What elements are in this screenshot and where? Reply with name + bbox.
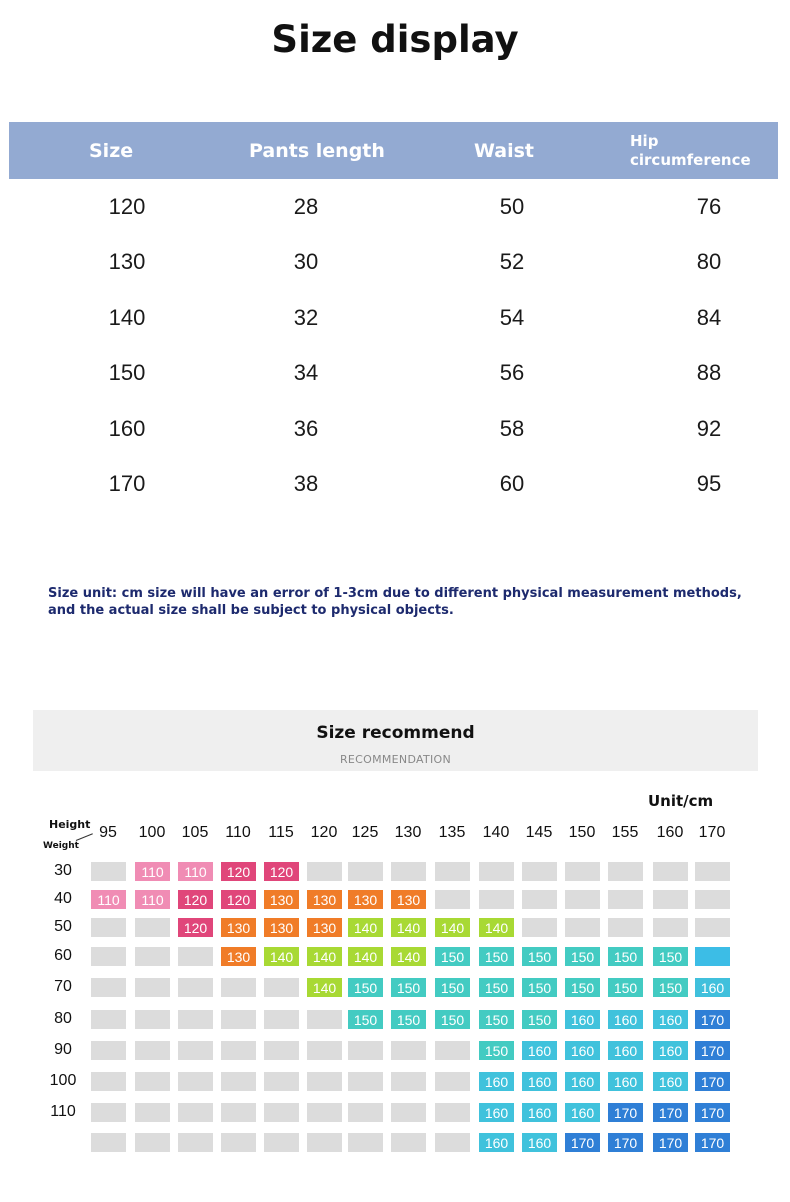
weight-header: 100 [49, 1072, 77, 1089]
size-cell-110: 110 [178, 862, 213, 881]
size-cell-empty [135, 1072, 170, 1091]
header-pants-length: Pants length [249, 139, 385, 162]
height-header: 115 [268, 824, 294, 841]
size-cell-empty [653, 862, 688, 881]
table-cell: 160 [108, 415, 146, 441]
size-cell-empty [695, 862, 730, 881]
size-cell-150: 150 [435, 947, 470, 966]
size-cell-empty [135, 918, 170, 937]
size-cell-130: 130 [348, 890, 383, 909]
size-cell-empty [522, 862, 557, 881]
height-header: 140 [482, 824, 510, 841]
size-cell-160: 160 [608, 1010, 643, 1029]
size-cell-empty [391, 1072, 426, 1091]
size-cell-empty [264, 1072, 299, 1091]
size-cell-empty [307, 862, 342, 881]
size-cell-150: 150 [522, 947, 557, 966]
size-cell-empty [695, 890, 730, 909]
size-cell-120: 120 [178, 890, 213, 909]
weight-header: 80 [54, 1010, 72, 1027]
size-cell-empty [391, 1103, 426, 1122]
height-axis-label: Height [49, 818, 91, 831]
height-header: 170 [698, 824, 726, 841]
size-cell-110: 110 [135, 862, 170, 881]
table-cell: 92 [696, 415, 722, 441]
size-cell-empty [522, 918, 557, 937]
size-cell-170: 170 [608, 1103, 643, 1122]
size-cell-130: 130 [307, 918, 342, 937]
size-cell-110: 110 [91, 890, 126, 909]
table-cell: 56 [499, 360, 525, 386]
size-cell-empty [91, 862, 126, 881]
size-cell-empty [307, 1133, 342, 1152]
size-cell-empty [435, 862, 470, 881]
size-cell-160: 160 [522, 1072, 557, 1091]
size-cell-140: 140 [307, 947, 342, 966]
size-cell-empty [653, 918, 688, 937]
unit-label: Unit/cm [648, 792, 714, 810]
size-cell-160: 160 [653, 1072, 688, 1091]
weight-header: 70 [54, 978, 72, 995]
height-header: 130 [394, 824, 422, 841]
size-cell-empty [221, 1133, 256, 1152]
size-cell-empty [391, 1041, 426, 1060]
size-cell-140: 140 [479, 918, 514, 937]
size-cell-160: 160 [695, 978, 730, 997]
height-header: 155 [611, 824, 639, 841]
size-cell-150: 150 [522, 978, 557, 997]
size-cell-empty [348, 1072, 383, 1091]
size-cell-empty [135, 1010, 170, 1029]
weight-header: 90 [54, 1041, 72, 1058]
size-cell-120: 120 [178, 918, 213, 937]
size-cell-empty [565, 862, 600, 881]
size-cell-150: 150 [653, 947, 688, 966]
size-cell-empty [221, 1041, 256, 1060]
recommend-subtitle: RECOMMENDATION [339, 753, 452, 766]
size-cell-150: 150 [565, 947, 600, 966]
size-cell-empty [91, 1010, 126, 1029]
size-cell-empty [91, 918, 126, 937]
height-header: 125 [351, 824, 379, 841]
size-cell-empty [178, 1133, 213, 1152]
size-cell-120: 120 [221, 890, 256, 909]
size-cell-170: 170 [565, 1133, 600, 1152]
size-cell-160: 160 [479, 1103, 514, 1122]
size-cell-empty [221, 1010, 256, 1029]
size-cell-130: 130 [264, 918, 299, 937]
size-cell-empty [178, 1010, 213, 1029]
size-cell-170: 170 [695, 1041, 730, 1060]
recommend-title: Size recommend [316, 723, 475, 743]
size-cell-empty [264, 978, 299, 997]
table-cell: 140 [108, 304, 146, 330]
size-cell-empty [695, 918, 730, 937]
table-cell: 58 [499, 415, 525, 441]
size-cell-empty [307, 1010, 342, 1029]
size-cell-160: 160 [522, 1041, 557, 1060]
size-cell-empty [264, 1133, 299, 1152]
weight-axis-label: Weight [43, 841, 79, 851]
size-cell-160: 160 [565, 1072, 600, 1091]
size-cell-empty [435, 1103, 470, 1122]
header-hip-circumference: Hip circumference [630, 131, 751, 169]
size-cell-150: 150 [608, 978, 643, 997]
size-cell-170: 170 [695, 1010, 730, 1029]
size-cell-empty [307, 1072, 342, 1091]
size-cell-empty [91, 1041, 126, 1060]
size-cell-empty [435, 1072, 470, 1091]
table-cell: 36 [293, 415, 319, 441]
size-cell-130: 130 [221, 947, 256, 966]
table-cell: 130 [108, 249, 146, 275]
size-cell-empty [391, 1133, 426, 1152]
size-cell-160: 160 [522, 1133, 557, 1152]
weight-header: 110 [50, 1103, 76, 1120]
size-cell-130: 130 [221, 918, 256, 937]
weight-header: 30 [54, 862, 72, 879]
table-cell: 95 [696, 471, 722, 497]
height-header: 100 [138, 824, 166, 841]
size-cell-empty [522, 890, 557, 909]
size-cell-150: 150 [479, 947, 514, 966]
size-cell-empty [91, 1133, 126, 1152]
size-cell-empty [135, 1133, 170, 1152]
height-header: 150 [568, 824, 596, 841]
size-cell-empty [695, 947, 730, 966]
size-cell-140: 140 [307, 978, 342, 997]
header-size: Size [89, 139, 134, 162]
table-cell: 30 [293, 249, 319, 275]
table-cell: 84 [696, 304, 722, 330]
size-cell-empty [348, 1103, 383, 1122]
size-cell-empty [479, 862, 514, 881]
table-cell: 34 [293, 360, 319, 386]
size-cell-150: 150 [348, 978, 383, 997]
size-note: Size unit: cm size will have an error of 1-3cm due to different physical measurement methods, and the actual size shall be subject to physical objects. [48, 586, 742, 618]
size-cell-empty [264, 1041, 299, 1060]
size-cell-150: 150 [348, 1010, 383, 1029]
size-cell-170: 170 [695, 1072, 730, 1091]
size-cell-130: 130 [264, 890, 299, 909]
size-cell-empty [178, 1103, 213, 1122]
size-cell-140: 140 [435, 918, 470, 937]
size-cell-empty [435, 1133, 470, 1152]
size-cell-170: 170 [653, 1133, 688, 1152]
size-cell-empty [135, 1041, 170, 1060]
size-cell-150: 150 [391, 978, 426, 997]
size-cell-140: 140 [264, 947, 299, 966]
size-cell-empty [178, 1041, 213, 1060]
size-cell-130: 130 [307, 890, 342, 909]
size-cell-empty [608, 890, 643, 909]
size-cell-140: 140 [391, 947, 426, 966]
size-cell-160: 160 [653, 1041, 688, 1060]
size-cell-empty [178, 947, 213, 966]
size-cell-empty [307, 1041, 342, 1060]
size-cell-empty [608, 918, 643, 937]
size-cell-empty [91, 1072, 126, 1091]
size-cell-empty [221, 978, 256, 997]
size-cell-empty [135, 947, 170, 966]
size-cell-150: 150 [391, 1010, 426, 1029]
size-cell-empty [348, 1041, 383, 1060]
size-cell-empty [348, 1133, 383, 1152]
size-cell-empty [91, 1103, 126, 1122]
size-cell-160: 160 [608, 1072, 643, 1091]
size-cell-empty [221, 1072, 256, 1091]
size-cell-150: 150 [479, 978, 514, 997]
size-cell-120: 120 [264, 862, 299, 881]
height-header: 120 [310, 824, 338, 841]
size-cell-140: 140 [391, 918, 426, 937]
size-cell-empty [608, 862, 643, 881]
size-cell-empty [91, 947, 126, 966]
size-cell-170: 170 [653, 1103, 688, 1122]
size-cell-empty [565, 918, 600, 937]
weight-header: 60 [54, 947, 72, 964]
size-cell-170: 170 [695, 1133, 730, 1152]
table-cell: 38 [293, 471, 319, 497]
size-cell-160: 160 [522, 1103, 557, 1122]
size-cell-150: 150 [435, 978, 470, 997]
size-cell-160: 160 [479, 1072, 514, 1091]
size-cell-130: 130 [391, 890, 426, 909]
size-cell-empty [348, 862, 383, 881]
table-cell: 28 [293, 193, 319, 219]
table-cell: 120 [108, 193, 146, 219]
height-header: 160 [656, 824, 684, 841]
size-cell-empty [653, 890, 688, 909]
size-cell-empty [135, 978, 170, 997]
size-cell-150: 150 [479, 1010, 514, 1029]
size-cell-150: 150 [435, 1010, 470, 1029]
size-cell-empty [435, 1041, 470, 1060]
size-cell-empty [307, 1103, 342, 1122]
height-header: 145 [525, 824, 553, 841]
size-cell-170: 170 [695, 1103, 730, 1122]
table-cell: 150 [108, 360, 146, 386]
size-cell-empty [435, 890, 470, 909]
header-waist: Waist [474, 139, 535, 162]
weight-header: 40 [54, 890, 72, 907]
size-cell-empty [565, 890, 600, 909]
size-cell-110: 110 [135, 890, 170, 909]
height-header: 105 [181, 824, 209, 841]
table-cell: 50 [499, 193, 525, 219]
size-cell-140: 140 [348, 947, 383, 966]
size-cell-empty [479, 890, 514, 909]
size-cell-160: 160 [565, 1103, 600, 1122]
size-cell-empty [91, 978, 126, 997]
size-cell-160: 160 [565, 1010, 600, 1029]
size-cell-empty [264, 1010, 299, 1029]
page-title: Size display [271, 18, 519, 61]
size-cell-empty [135, 1103, 170, 1122]
size-cell-150: 150 [608, 947, 643, 966]
table-cell: 52 [499, 249, 525, 275]
table-cell: 170 [108, 471, 146, 497]
size-cell-160: 160 [565, 1041, 600, 1060]
size-cell-170: 170 [608, 1133, 643, 1152]
table-cell: 76 [696, 193, 722, 219]
table-cell: 60 [499, 471, 525, 497]
size-cell-150: 150 [479, 1041, 514, 1060]
weight-header: 50 [54, 918, 72, 935]
height-header: 95 [99, 824, 117, 841]
size-cell-empty [178, 978, 213, 997]
size-cell-140: 140 [348, 918, 383, 937]
size-cell-empty [178, 1072, 213, 1091]
table-cell: 80 [696, 249, 722, 275]
size-cell-empty [221, 1103, 256, 1122]
size-cell-160: 160 [479, 1133, 514, 1152]
table-cell: 88 [696, 360, 722, 386]
height-header: 135 [438, 824, 466, 841]
size-cell-150: 150 [565, 978, 600, 997]
size-cell-150: 150 [522, 1010, 557, 1029]
size-cell-empty [264, 1103, 299, 1122]
size-cell-160: 160 [653, 1010, 688, 1029]
table-cell: 54 [499, 304, 525, 330]
table-cell: 32 [293, 304, 319, 330]
size-cell-120: 120 [221, 862, 256, 881]
height-header: 110 [225, 824, 251, 841]
size-cell-empty [391, 862, 426, 881]
size-cell-160: 160 [608, 1041, 643, 1060]
size-cell-150: 150 [653, 978, 688, 997]
